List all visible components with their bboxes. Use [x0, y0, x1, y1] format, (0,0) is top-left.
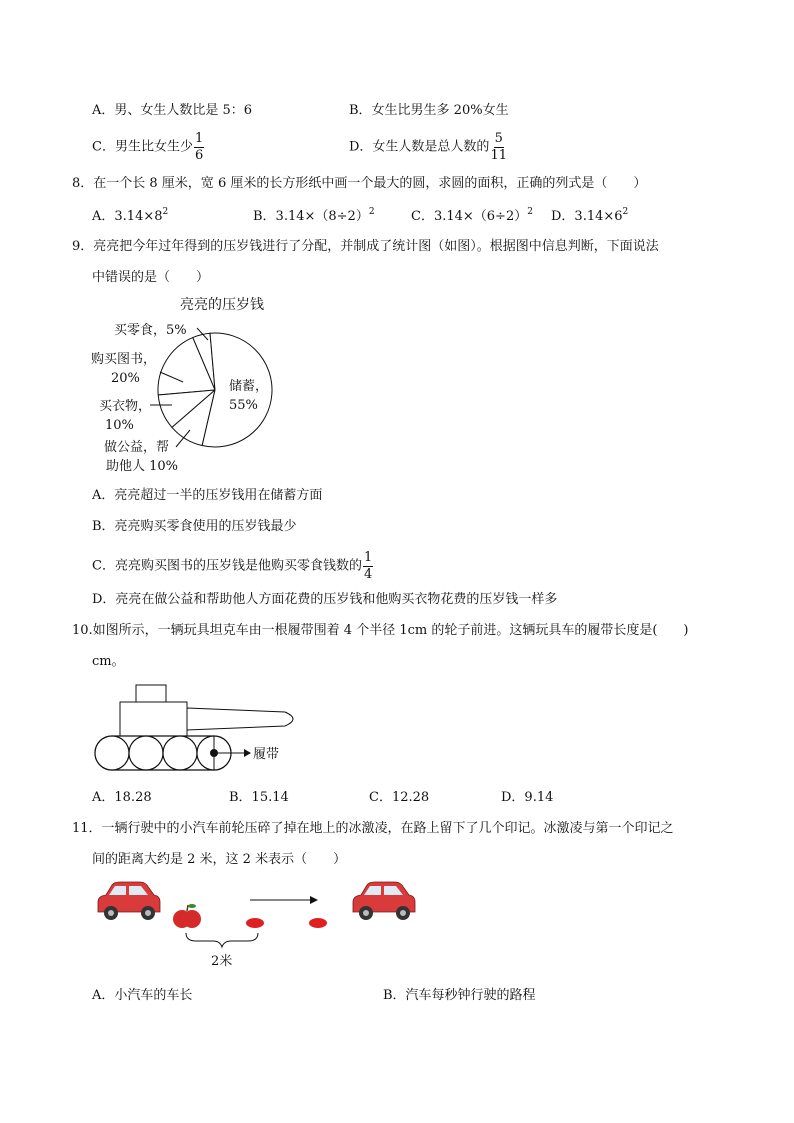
arrow-head-icon	[310, 896, 318, 904]
q11-option-a: A．小汽车的车长	[92, 988, 193, 1003]
apple-icon	[173, 904, 201, 928]
fraction-denominator: 6	[194, 147, 204, 163]
q9-option-c-text: C．亮亮购买图书的压岁钱是他购买零食钱数的	[92, 558, 362, 574]
q10-stem-line2: cm。	[92, 654, 125, 669]
q9-option-d: D．亮亮在做公益和帮助他人方面花费的压岁钱和他购买衣物花费的压岁钱一样多	[92, 592, 558, 607]
q7-option-a: A．男、女生人数比是 5：6	[92, 103, 253, 118]
chart-title: 亮亮的压岁钱	[180, 297, 264, 313]
track-label: 履带	[253, 747, 280, 762]
fraction-numerator: 5	[494, 131, 503, 146]
label-clothes-value: 10%	[105, 418, 134, 433]
car-icon	[98, 882, 160, 920]
distance-brace	[186, 933, 258, 947]
fraction-denominator: 4	[363, 566, 373, 582]
q8-option-c: C．$3.14\times(6\div 2)^2$	[411, 207, 533, 224]
q9-stem-line1: 9．亮亮把今年过年得到的压岁钱进行了分配，并制成了统计图（如图）。根据图中信息判断，下面说法	[72, 239, 659, 254]
q8-option-b: B．$3.14\times(8\div 2)^2$	[253, 207, 375, 224]
label-books-value: 20%	[111, 371, 140, 386]
q10-option-b: B．15.14	[229, 790, 289, 805]
label-savings: 储蓄，	[229, 379, 269, 394]
ice-cream-mark	[309, 918, 327, 928]
q7-option-c-text: C．男生比女生少	[92, 139, 193, 155]
q10-option-c: C．12.28	[369, 790, 430, 805]
label-charity-value: 助他人 10%	[106, 459, 179, 474]
q7-option-b: B．女生比男生多 20%女生	[349, 103, 509, 118]
car-icon	[353, 882, 415, 920]
label-books: 购买图书，	[91, 352, 157, 367]
ice-cream-mark	[246, 918, 264, 928]
label-charity: 做公益，帮	[104, 440, 170, 455]
q8-stem: 8．在一个长 8 厘米，宽 6 厘米的长方形纸中画一个最大的圆，求圆的面积，正确的列式是（ ）	[72, 176, 647, 191]
q9-option-a: A．亮亮超过一半的压岁钱用在储蓄方面	[92, 488, 323, 503]
label-savings-value: 55%	[229, 398, 258, 413]
q11-stem-line2: 间的距离大约是 2 米，这 2 米表示（ ）	[92, 852, 347, 867]
label-clothes: 买衣物，	[99, 399, 152, 414]
q7-option-d-text: D．女生人数是总人数的	[349, 139, 490, 155]
q9-option-b: B．亮亮购买零食使用的压岁钱最少	[92, 519, 297, 534]
distance-label: 2米	[211, 954, 233, 969]
q10-option-d: D．9.14	[501, 790, 554, 805]
q11-stem-line1: 11．一辆行驶中的小汽车前轮压碎了掉在地上的冰激凌，在路上留下了几个印记。冰激凌与第一个印记之	[72, 821, 674, 836]
label-snack: 买零食，5%	[114, 323, 187, 338]
q9-stem-line2: 中错误的是（ ）	[92, 270, 210, 285]
fraction-denominator: 11	[490, 147, 507, 163]
fraction-numerator: 1	[363, 550, 373, 565]
q10-option-a: A．18.28	[92, 790, 152, 805]
q8-option-d: D．$3.14\times 6^2$	[551, 207, 629, 224]
q11-option-b: B．汽车每秒钟行驶的路程	[383, 988, 536, 1003]
q8-option-a: A．$3.14\times 8^2$	[92, 207, 169, 224]
q10-stem-line1: 10.如图所示，一辆玩具坦克车由一根履带围着 4 个半径 1cm 的轮子前进。这辆玩具车的履带长度是( )	[72, 623, 689, 638]
fraction-numerator: 1	[194, 131, 204, 146]
